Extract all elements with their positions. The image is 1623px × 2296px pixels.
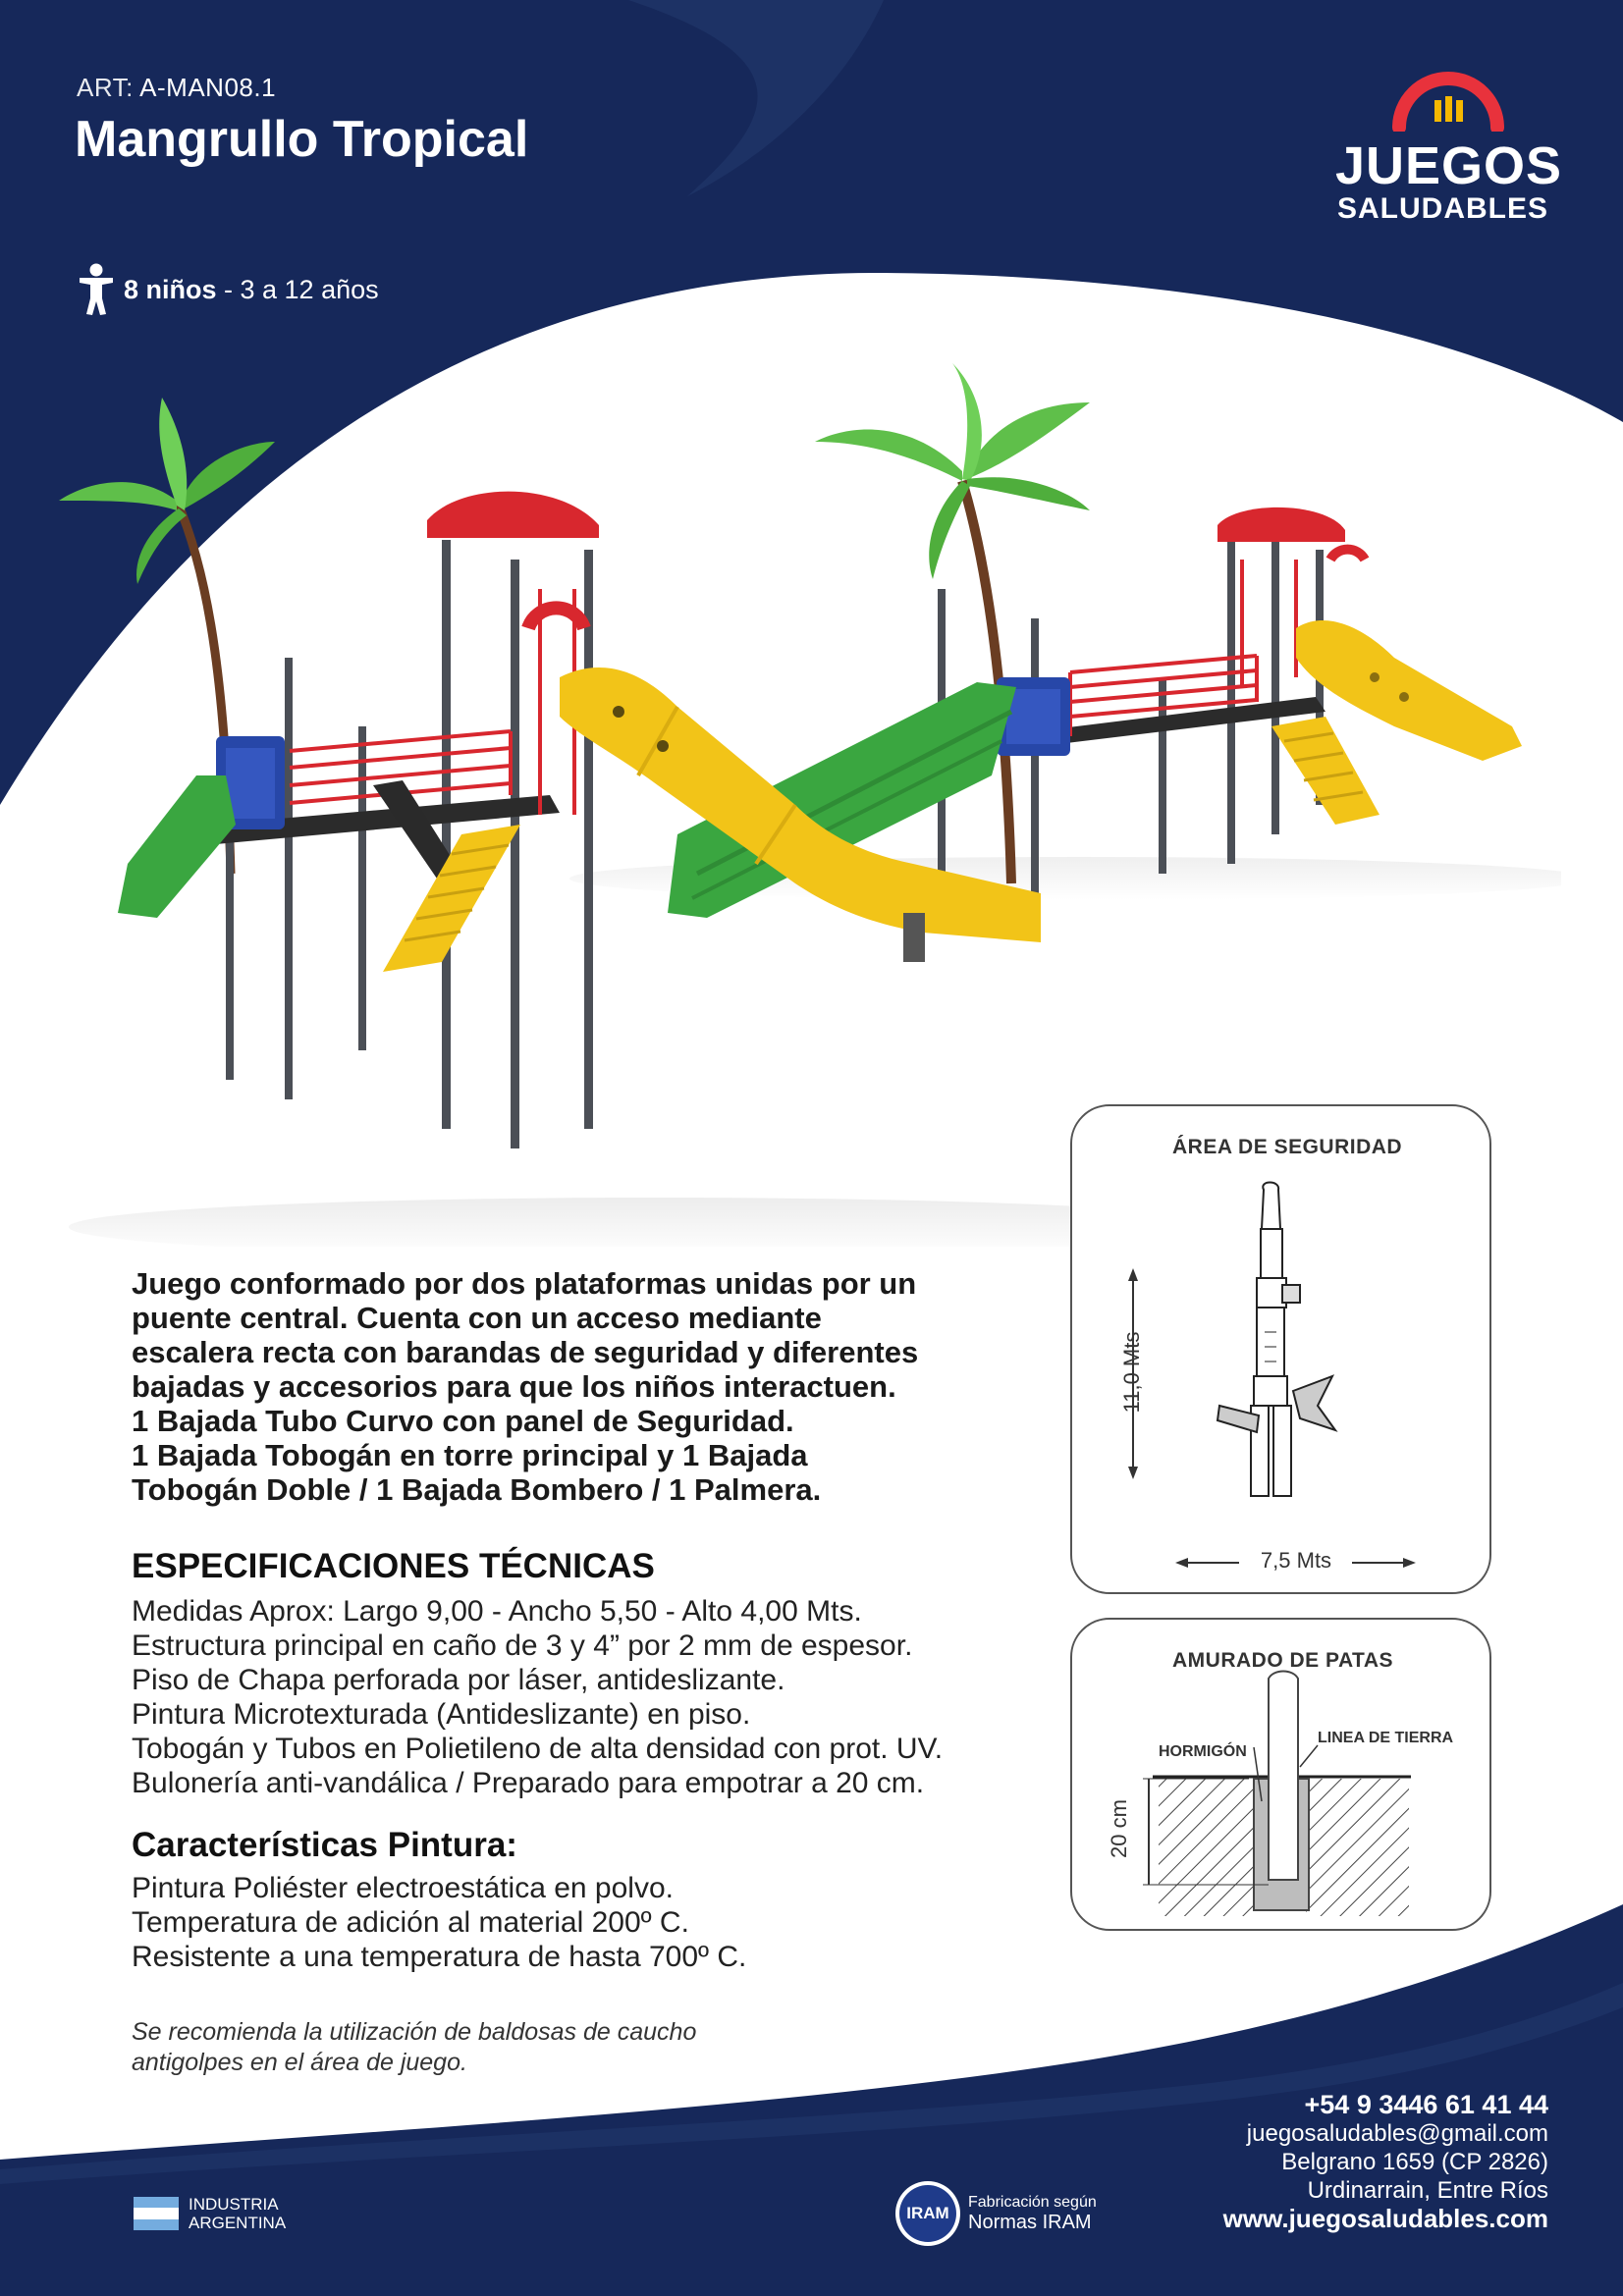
logo-word-saludables: SALUDABLES — [1337, 192, 1549, 225]
specs-title: ESPECIFICACIONES TÉCNICAS — [132, 1547, 655, 1585]
contact-address-city: Urdinarrain, Entre Ríos — [1307, 2177, 1548, 2204]
contact-address-street: Belgrano 1659 (CP 2826) — [1281, 2149, 1548, 2175]
paint-title: Características Pintura: — [132, 1826, 517, 1864]
spec-line: Estructura principal en caño de 3 y 4” por 2 mm de espesor. — [132, 1629, 913, 1662]
iram-seal-icon — [895, 2181, 960, 2246]
logo-arch-icon — [1391, 71, 1505, 132]
logo-word-juegos: JUEGOS — [1335, 136, 1563, 195]
article-prefix: ART: — [77, 73, 134, 102]
depth-label: 20 cm — [1107, 1799, 1131, 1858]
concrete-label: HORMIGÓN — [1159, 1743, 1247, 1760]
anchoring-box — [1070, 1618, 1491, 1931]
argentina-flag-icon — [134, 2197, 179, 2230]
safety-area-title: ÁREA DE SEGURIDAD — [1172, 1136, 1403, 1158]
iram-line2: Normas IRAM — [968, 2211, 1092, 2233]
safety-height-label: 11,0 Mts — [1119, 1331, 1144, 1414]
paint-list — [132, 1871, 746, 1974]
paint-line: Resistente a una temperatura de hasta 700º C. — [132, 1941, 747, 1973]
brand-logo — [1321, 71, 1576, 238]
industria-line2: ARGENTINA — [189, 2214, 287, 2232]
spec-line: Pintura Microtexturada (Antideslizante) en piso. — [132, 1698, 751, 1731]
spec-line: Piso de Chapa perforada por láser, antideslizante. — [132, 1664, 785, 1696]
ground-line-label: LINEA DE TIERRA — [1318, 1730, 1454, 1746]
contact-phone: +54 9 3446 61 41 44 — [1304, 2090, 1548, 2119]
description-line: puente central. Cuenta con un acceso mediante — [132, 1301, 822, 1335]
safety-width-label: 7,5 Mts — [1260, 1548, 1332, 1573]
capacity-line — [77, 263, 379, 316]
specs-list — [132, 1594, 943, 1800]
contact-email: juegosaludables@gmail.com — [1246, 2120, 1548, 2147]
industria-line1: INDUSTRIA — [189, 2195, 279, 2214]
contact-block — [1223, 2091, 1548, 2233]
note-line: antigolpes en el área de juego. — [132, 2049, 467, 2076]
spec-line: Medidas Aprox: Largo 9,00 - Ancho 5,50 - Alto 4,00 Mts. — [132, 1595, 862, 1628]
description-line: 1 Bajada Tobogán en torre principal y 1 Bajada — [132, 1438, 808, 1472]
description-line: Tobogán Doble / 1 Bajada Bombero / 1 Palmera. — [132, 1472, 822, 1507]
description-line: Juego conformado por dos plataformas unidas por un — [132, 1266, 917, 1301]
description-line: bajadas y accesorios para que los niños interactuen. — [132, 1369, 896, 1404]
article-code-line — [77, 73, 276, 103]
recommendation-note — [132, 2017, 696, 2078]
industria-argentina — [134, 2195, 286, 2232]
product-description — [132, 1266, 947, 1507]
description-line: escalera recta con barandas de seguridad y diferentes — [132, 1335, 919, 1369]
iram-badge-text: IRAM — [906, 2204, 949, 2222]
iram-certification — [895, 2181, 1097, 2246]
paint-line: Temperatura de adición al material 200º C. — [132, 1906, 689, 1939]
article-code: A-MAN08.1 — [139, 73, 277, 102]
anchoring-title: AMURADO DE PATAS — [1172, 1649, 1393, 1672]
anchoring-diagram — [1072, 1620, 1489, 1929]
contact-website: www.juegosaludables.com — [1222, 2204, 1548, 2233]
safety-area-box — [1070, 1104, 1491, 1594]
product-title: Mangrullo Tropical — [75, 111, 529, 168]
note-line: Se recomienda la utilización de baldosas de caucho — [132, 2018, 697, 2046]
capacity-count: 8 niños — [124, 274, 217, 304]
spec-line: Tobogán y Tubos en Polietileno de alta densidad con prot. UV. — [132, 1733, 944, 1765]
child-icon — [77, 263, 116, 316]
paint-line: Pintura Poliéster electroestática en polvo. — [132, 1872, 674, 1904]
capacity-age: - 3 a 12 años — [216, 274, 379, 304]
spec-line: Bulonería anti-vandálica / Preparado para empotrar a 20 cm. — [132, 1767, 925, 1799]
description-line: 1 Bajada Tubo Curvo con panel de Seguridad. — [132, 1404, 794, 1438]
iram-line1: Fabricación según — [968, 2193, 1097, 2211]
